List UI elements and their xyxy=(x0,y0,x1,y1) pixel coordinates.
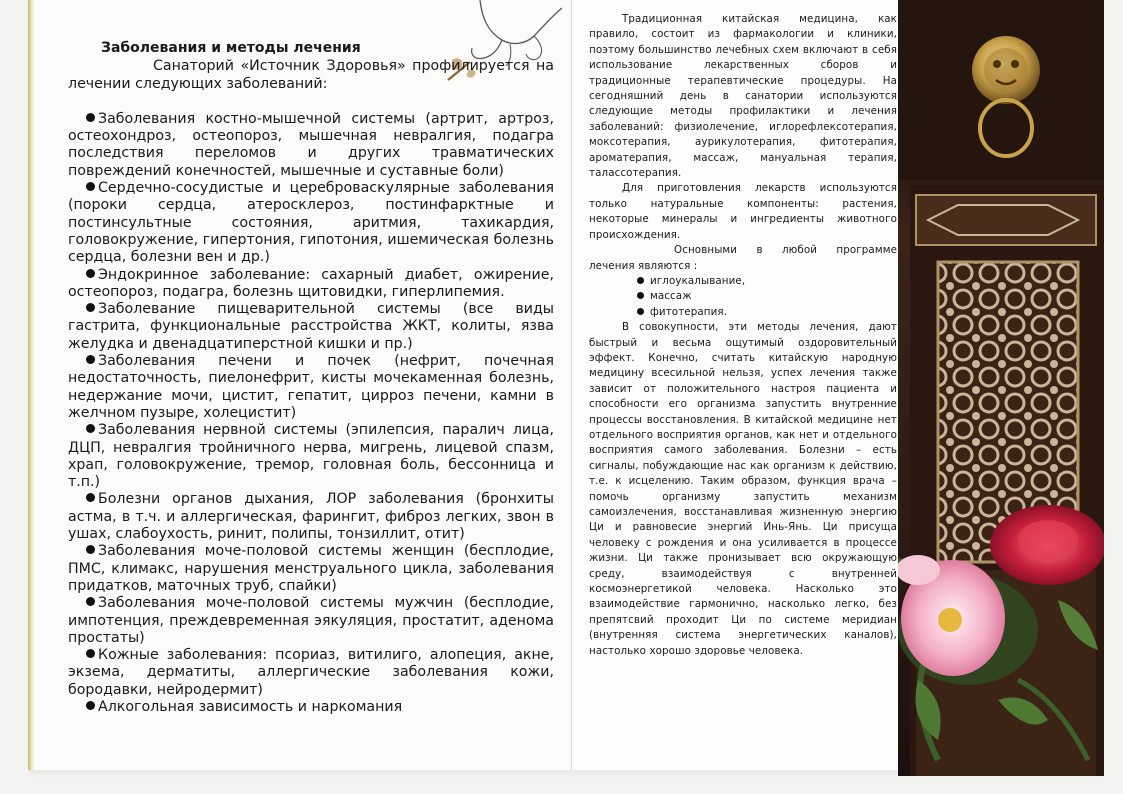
chinese-door-decoration xyxy=(898,0,1104,776)
list-item: Заболевания моче-половой системы мужчин (бесплодие, импотенция, преждевременная эякуляция, простатит, аденома простаты) xyxy=(68,595,554,646)
list-item: Болезни органов дыхания, ЛОР заболевания (бронхиты астма, в т.ч. и аллергическая, фарингит, фиброз легких, звон в ушах, слабоухость, ринит, полипы, тонзиллит, отит) xyxy=(68,491,554,543)
list-item: фитотерапия. xyxy=(637,305,897,320)
left-page-edge xyxy=(28,0,34,776)
paragraph-ingredients: Для приготовления лекарств используются только натуральные компоненты: растения, некоторые минералы и ингредиенты животного происхождения. xyxy=(589,182,897,241)
bullet-icon xyxy=(86,493,95,502)
paragraph-main-methods: Основными в любой программе лечения являются : xyxy=(589,244,897,272)
list-item: Алкогольная зависимость и наркомания xyxy=(68,699,554,716)
disease-list xyxy=(68,111,554,716)
bullet-icon xyxy=(637,308,644,315)
bullet-icon xyxy=(86,113,95,122)
intro-text: Санаторий «Источник Здоровья» профилируется на лечении следующих заболеваний: xyxy=(68,58,554,92)
right-column xyxy=(589,12,897,659)
list-item: массаж xyxy=(637,289,897,304)
section-title: Заболевания и методы лечения xyxy=(101,40,361,56)
door-illustration xyxy=(898,0,1104,776)
paragraph-qi-philosophy: В совокупности, эти методы лечения, дают быстрый и весьма ощутимый оздоровительный эффект. Конечно, считать китайскую народную медицину всесильной нельзя, успех лечения также зависит от положительного настроя пациента и способности его организма запустить внутренние процессы восстановления. В китайской медицине нет отдельного восприятия органов, как нет и отдельного восприятия самого заболевания. Болезни – есть сигналы, побуждающие нас как организм к действию, т.е. к исцелению. Таким образом, функция врача – помочь организму запустить механизм самоизлечения, восстанавливая жизненную энергию Ци и равновесие энергий Инь-Янь. Ци присуща человеку с рождения и она усиливается в процессе жизни. Ци также пронизывает всю окружающую среду, взаимодействуя с внутренней космоэнергетикой человека. Насколько это взаимодействие гармонично, насколько легко, без препятсвий проходит Ци по системе меридиан (внутренняя система энергетических каналов), настолько хорошо здоровье человека. xyxy=(589,321,897,657)
bullet-icon xyxy=(637,292,644,299)
left-column xyxy=(68,40,554,716)
bullet-icon xyxy=(86,545,95,554)
list-item: Кожные заболевания: псориаз, витилиго, алопеция, акне, экзема, дерматиты, аллергические заболевания кожи, бородавки, нейродермит) xyxy=(68,647,554,698)
bullet-icon xyxy=(637,277,644,284)
list-item: Заболевание пищеварительной системы (все виды гастрита, функциональные расстройства ЖКТ, колиты, язва желудка и двенадцатиперстной кишки и пр.) xyxy=(68,301,554,352)
method-list xyxy=(589,274,897,320)
paragraph-tcm-intro: Традиционная китайская медицина, как правило, состоит из фармакологии и клиники, поэтому большинство лечебных схем включают в себя использование лекарственных сборов и традиционные терапевтические процедуры. На сегодняшний день в санатории используются следующие методы профилактики и лечения заболеваний: физиолечение, иглорефлексотерапия, моксотерапия, аурикулотерапия, фитотерапия, ароматерапия, массаж, мануальная терапия, талассотерапия. xyxy=(589,13,897,180)
bullet-icon xyxy=(86,649,95,658)
list-item: Заболевания печени и почек (нефрит, почечная недостаточность, пиелонефрит, кисты мочекаменная болезнь, недержание мочи, цистит, гепатит, цирроз печени, камни в желчном пузыре, холецистит) xyxy=(68,353,554,421)
list-item: Заболевания моче-половой системы женщин (бесплодие, ПМС, климакс, нарушения менструального цикла, заболевания придатков, маточных труб, спайки) xyxy=(68,543,554,594)
bullet-icon xyxy=(86,269,95,278)
bullet-icon xyxy=(86,424,95,433)
list-item: иглоукалывание, xyxy=(637,274,897,289)
bullet-icon xyxy=(86,303,95,312)
bullet-icon xyxy=(86,701,95,710)
bullet-icon xyxy=(86,182,95,191)
list-item: Заболевания костно-мышечной системы (артрит, артроз, остеохондроз, остеопороз, мышечная невралгия, подагра последствия переломов и других травматических повреждений конечностей, мышечные и суставные боли) xyxy=(68,110,554,179)
list-item: Сердечно-сосудистые и цереброваскулярные заболевания (пороки сердца, атеросклероз, постинфарктные и постинсультные состояния, аритмия, тахикардия, головокружение, гипертония, гипотония, ишемическая болезнь сердца, болезни вен и др.) xyxy=(68,180,554,266)
list-item: Эндокринное заболевание: сахарный диабет, ожирение, остеопороз, подагра, болезнь щитовидки, гиперлипемия. xyxy=(68,266,554,300)
bullet-icon xyxy=(86,597,95,606)
bullet-icon xyxy=(86,355,95,364)
list-item: Заболевания нервной системы (эпилепсия, паралич лица, ДЦП, невралгия тройничного нерва, мигрень, лицевой спазм, храп, головокружение, тремор, головная боль, бессонница и т.п.) xyxy=(68,422,554,491)
